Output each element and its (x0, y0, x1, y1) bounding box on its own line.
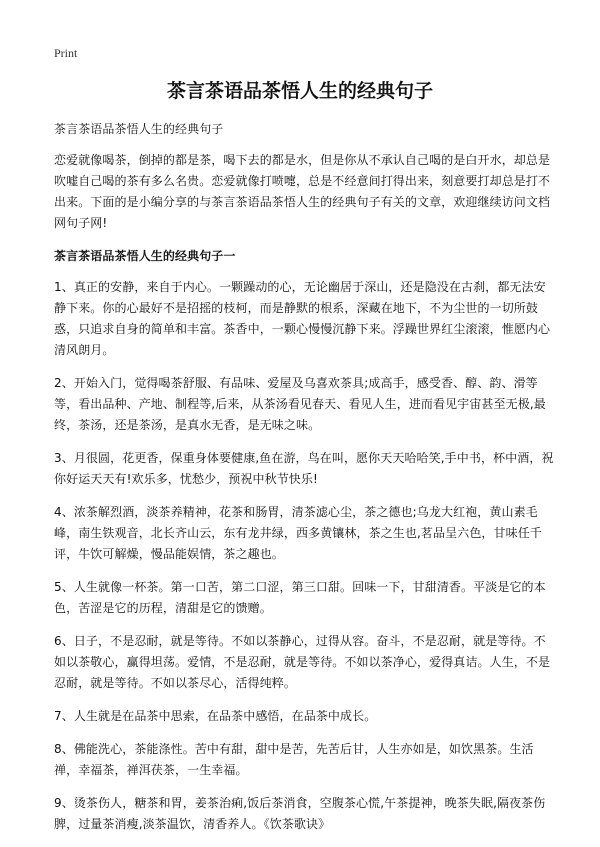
list-item: 7、人生就是在品茶中思索，在品茶中感悟，在品茶中成长。 (54, 709, 377, 723)
intro-paragraph: 恋爱就像喝茶，倒掉的都是茶，喝下去的都是水，但是你从不承认自己喝的是白开水，却总是吹嘘自己喝的茶有多么名贵。恋爱就像打喷嚏，总是不经意间打得出来，刻意要打却总是打不出来。下面的是小编分享的与茶言茶语品茶悟人生的经典句子有关的文章，欢迎继续访问文档网句子网! (54, 153, 551, 230)
list-item: 1、真正的安静，来自于内心。一颗躁动的心，无论幽居于深山，还是隐没在古刹，都无法安静下来。你的心最好不是招摇的枝柯，而是静默的根系，深藏在地下，不为尘世的一切所鼓惑，只追求自身的简单和丰富。茶香中，一颗心慢慢沉静下来。浮躁世界红尘滚滚，惟愿内心清风朗月。 (54, 280, 551, 357)
list-item: 4、浓茶解烈酒，淡茶养精神，花茶和肠胃，清茶滤心尘，茶之德也;乌龙大红袍，黄山素毛峰，南生铁观音，北长齐山云，东有龙井绿，西多黄镶林，茶之生也,茗品呈六色，甘味任千评，牛饮可解燥，慢品能娱情，茶之趣也。 (54, 505, 542, 561)
list-item: 5、人生就像一杯茶。第一口苦，第二口涩，第三口甜。回味一下，甘甜清香。平淡是它的本色，苦涩是它的历程，清甜是它的馈赠。 (54, 580, 546, 615)
document-subtitle: 茶言茶语品茶悟人生的经典句子 (54, 122, 224, 136)
print-link[interactable]: Print (54, 46, 78, 60)
list-item: 6、日子，不是忍耐，就是等待。不如以茶静心，过得从容。奋斗，不是忍耐，就是等待。不如以茶敬心，赢得坦荡。爱情，不是忍耐，就是等待。不如以茶净心，爱得真诘。人生，不是忍耐，就是等待。不如以茶尽心，活得纯粹。 (54, 634, 551, 690)
page-title: 茶言茶语品茶悟人生的经典句子 (166, 80, 433, 102)
document-body (54, 119, 554, 847)
list-item: 9、烫茶伤人，糖茶和胃，姜茶治痢,饭后茶消食，空腹茶心慌,午茶提神，晚茶失眠,隔夜茶伤脾，过量茶消瘦,淡茶温饮，清香养人。《饮茶歌诀》 (54, 796, 546, 831)
list-item: 8、佛能洗心，茶能涤性。苦中有甜，甜中是苦，先苦后甘，人生亦如是，如饮黑茶。生活禅，幸福茶，禅洱茯茶，一生幸福。 (54, 742, 534, 777)
list-item: 3、月很圆，花更香，保重身体要健康,鱼在游，鸟在叫，愿你天天哈哈笑,手中书，杯中酒，祝你好运天天有!欢乐多，忧愁少，预祝中秋节快乐! (54, 451, 554, 486)
section-heading: 茶言茶语品茶悟人生的经典句子一 (54, 249, 236, 263)
list-item: 2、开始入门，觉得喝茶舒服、有品味、爱屋及乌喜欢茶具;成高手，感受香、醇、韵、滑等等，看出品种、产地、制程等,后来，从茶汤看见春天、看见人生，进而看见宇宙甚至无极,最终，茶汤，还是茶汤，是真水无香，是无味之味。 (54, 376, 546, 432)
